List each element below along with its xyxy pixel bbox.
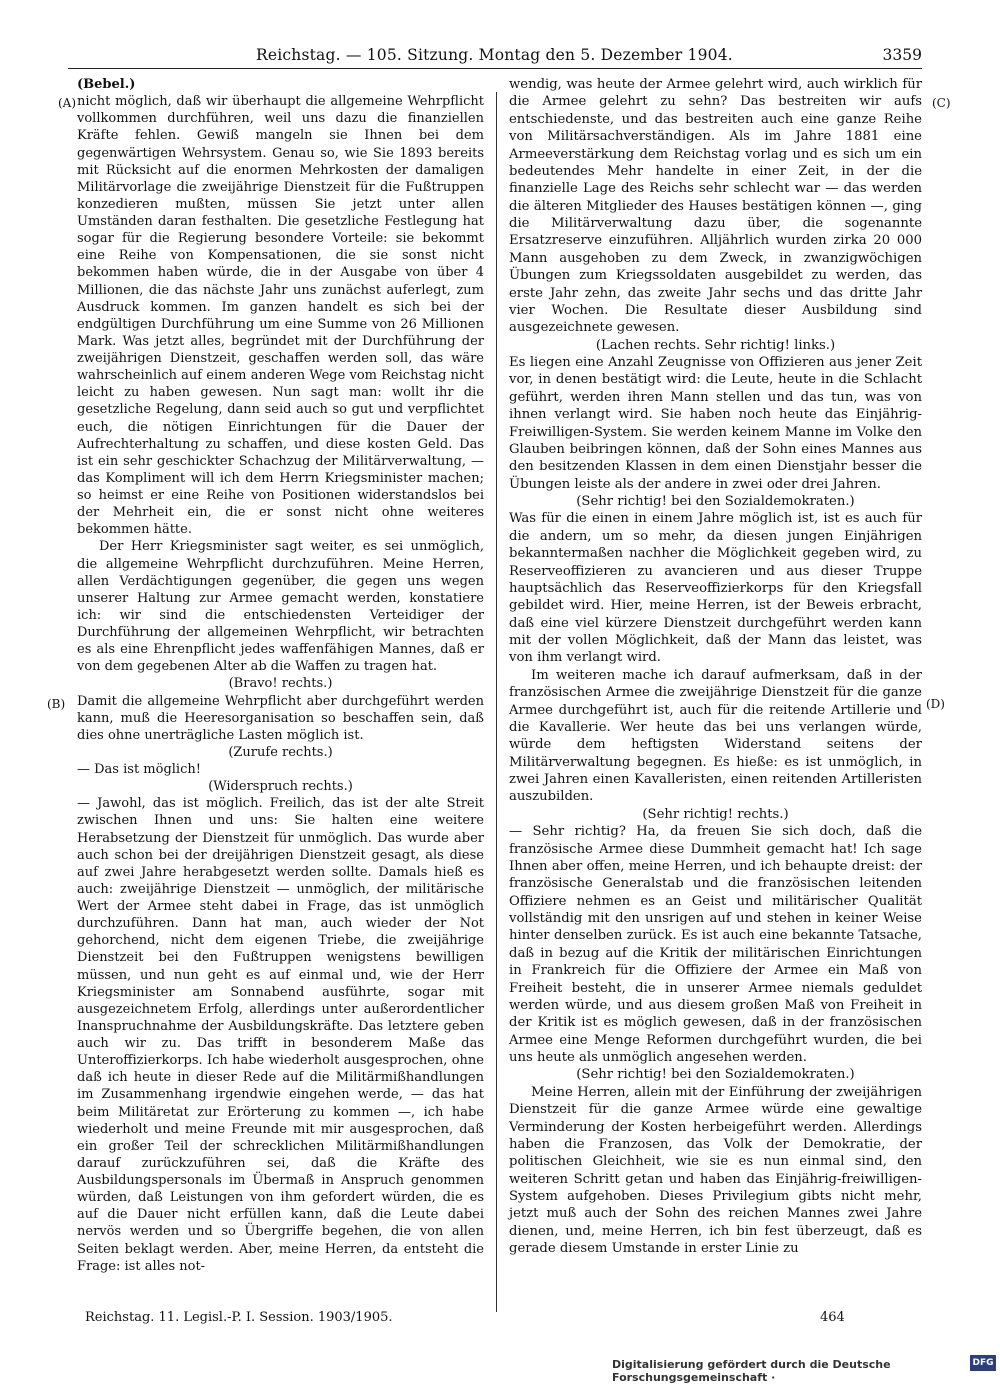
paragraph: Es liegen eine Anzahl Zeugnisse von Offizieren aus jener Zeit vor, in denen bestätigt wird: die Leute, heute in die Schlacht geführt, werden ihren Mann stellen und das tun, was von ihnen verlangt wird. Sie haben noch heute das Einjährig-Freiwilligen-System. Sie werden keinem Manne im Volke den Glauben beibringen können, daß der Sohn eines Mannes aus den besitzenden Klassen in dem einen Dienstjahr besser die Übungen leiste als der andere in zwei oder drei Jahren.: [509, 355, 922, 492]
paragraph: Meine Herren, allein mit der Einführung der zweijährigen Dienstzeit für die ganze Armee würde eine gewaltige Verminderung der Kosten herbeigeführt werden. Allerdings haben die Franzosen, das Volk der Demokratie, der politischen Gleichheit, wie sie es nun einmal sind, den weiteren Schritt getan und haben das Einjährig-freiwilligen-System aufgehoben. Dieses Privilegium gibts nicht mehr, jetzt muß auch der Sohn des reichen Mannes zwei Jahre dienen, und, meine Herren, ich bin fest überzeugt, daß es gerade diesem Umstande in erster Linie zu: [509, 1084, 922, 1257]
paragraph: — Jawohl, das ist möglich. Freilich, das ist der alte Streit zwischen Ihnen und uns: Sie halten eine weitere Herabsetzung der Dienstzeit für unmöglich. Das wurde aber auch schon bei der dreijährigen Dienstzeit gesagt, als diese auf zwei Jahre herabgesetzt werden sollte. Damals hieß es auch: zweijährige Dienstzeit — unmöglich, der militärische Wert der Armee steht dabei in Frage, das ist unmöglich durchzuführen. Dann hat man, auch wieder der Not gehorchend, nicht dem eigenen Triebe, die zweijährige Dienstzeit bei den Fußtruppen wenigstens bewilligen müssen, und nun geht es auf einmal und, wie der Herr Kriegsminister am Sonnabend ausführte, sogar mit ausgezeichnetem Erfolg, allerdings unter außerordentlicher Inanspruchnahme der Ausbildungskräfte. Das letztere geben auch wir zu. Das trifft in besonderem Maße das Unteroffizierkorps. Ich habe wiederholt ausgesprochen, ohne daß ich heute in dieser Rede auf die Militärmißhandlungen im Zusammenhang irgendwie eingehen werde, — das hat beim Militäretat zur Erörterung zu kommen —, ich habe wiederholt und meine Freunde mit mir ausgesprochen, daß ein großer Teil der schrecklichen Militärmißhandlungen darauf zurückzuführen sei, daß die Kräfte des Ausbildungspersonals im Übermaß in Anspruch genommen würden, daß Leistungen von ihm gefordert würden, die es auf die Dauer nicht erfüllen kann, daß die Leute dabei nervös werden und so Übergriffe begehen, die von allen Seiten beklagt werden. Aber, meine Herren, da entsteht die Frage: ist alles not-: [77, 796, 484, 1274]
paragraph: — Sehr richtig? Ha, da freuen Sie sich doch, daß die französische Armee diese Dummheit gemacht hat! Ich sage Ihnen aber offen, meine Herren, und ich behaupte dreist: der französische Generalstab und die französischen leitenden Offiziere nehmen es an Geist und militärischer Qualität vollständig mit den unsrigen auf und stehen in keiner Weise hinter denselben zurück. Es ist auch eine bekannte Tatsache, daß in bezug auf die Kritik der militärischen Einrichtungen in Frankreich für die Offiziere der Armee ein Maß von Freiheit besteht, die in unserer Armee niemals geduldet werden würde, und aus diesem großen Maß von Freiheit in der Kritik ist es möglich gewesen, daß in der französischen Armee eine Menge Reformen durchgeführt wurden, die bei uns heute als unmöglich angesehen werden.: [509, 824, 922, 1065]
paragraph: — Das ist möglich!: [77, 762, 201, 777]
speaker-name: (Bebel.): [77, 77, 136, 92]
footer-number: 464: [820, 1310, 845, 1325]
paragraph: Der Herr Kriegsminister sagt weiter, es sei unmöglich, die allgemeine Wehrpflicht durchzuführen. Meine Herren, allen Verdächtigungen gegenüber, die gegen uns wegen unserer Haltung zur Armee gemacht werden, konstatiere ich: wir sind die entschiedensten Verteidiger der Durchführung der allgemeinen Wehrpflicht, wir betrachten es als eine Ehrenpflicht jedes waffenfähigen Mannes, daß er von dem gegebenen Alter ab die Waffen zu tragen hat.: [77, 539, 484, 675]
right-column: [509, 76, 922, 1258]
paragraph: Was für die einen in einem Jahre möglich ist, ist es auch für die andern, um so mehr, da diesen jungen Einjährigen bekanntermaßen nachher die Möglichkeit gegeben wird, zu Reserveoffizieren zu avancieren und aus dieser Truppe hauptsächlich das Reserveoffizierkorps für den Kriegsfall gebildet wird. Hier, meine Herren, ist der Beweis erbracht, daß eine viel kürzere Dienstzeit durchgeführt werden kann mit der vollen Möglichkeit, daß der Mann das leistet, was von ihm verlangt wird.: [509, 511, 922, 666]
header-title: Reichstag. — 105. Sitzung. Montag den 5. Dezember 1904.: [256, 46, 733, 64]
interjection: (Sehr richtig! bei den Sozialdemokraten.): [576, 1067, 855, 1083]
interjection: (Lachen rechts. Sehr richtig! links.): [595, 337, 836, 353]
footer-session: Reichstag. 11. Legisl.-P. I. Session. 1903/1905.: [85, 1310, 393, 1325]
interjection: (Zurufe rechts.): [228, 744, 333, 760]
margin-marker-b: (B): [47, 697, 66, 711]
left-column: [77, 76, 484, 1275]
interjection: (Bravo! rechts.): [228, 676, 333, 692]
page-number: 3359: [882, 46, 922, 64]
interjection: (Sehr richtig! rechts.): [642, 806, 789, 822]
paragraph: Im weiteren mache ich darauf aufmerksam, daß in der französischen Armee die zweijährige Dienstzeit für die ganze Armee durchgeführt ist, auch für die reitende Artillerie und die Kavallerie. Wer heute das bei uns verlangen würde, würde dem heftigsten Widerstand seitens der Militärverwaltung begegnen. Es hieße: es ist unmöglich, in zwei Jahren einen Kavalleristen, einen reitenden Artilleristen auszubilden.: [509, 667, 922, 805]
interjection: (Sehr richtig! bei den Sozialdemokraten.): [576, 494, 855, 509]
margin-marker-c: (C): [932, 96, 951, 110]
digitization-credit: Digitalisierung gefördert durch die Deutsche Forschungsgemeinschaft ·: [612, 1358, 891, 1384]
paragraph: nicht möglich, daß wir überhaupt die allgemeine Wehrpflicht vollkommen durchführen, weil uns dazu die finanziellen Kräfte fehlen. Gewiß mangeln sie Ihnen bei dem gegenwärtigen Wehrsystem. Genau so, wie Sie 1893 bereits mit Rücksicht auf die enormen Mehrkosten der damaligen Militärvorlage die zweijährige Dienstzeit für die Fußtruppen konzedieren mußten, müssen Sie jetzt unter allen Umständen daran festhalten. Die gesetzliche Festlegung hat sogar für die Regierung besondere Vorteile: sie bekommt eine Reihe von Kompensationen, die sie sonst nicht bekommen haben würde, die in der Ausgabe von über 4 Millionen, die das nächste Jahr uns zunächst auferlegt, zum Ausdruck kommen. Im ganzen handelt es sich bei der endgültigen Durchführung um eine Summe von 26 Millionen Mark. Was jetzt alles, begründet mit der Durchführung der zweijährigen Dienstzeit, geschaffen werden soll, das wäre wahrscheinlich auf einem anderen Wege vom Reichstag nicht leicht zu haben gewesen. Nun sagt man: wollt ihr die gesetzliche Regelung, dann seid auch so gut und verpflichtet euch, die nötigen Einrichtungen für die Dauer der Aufrechterhaltung zu schaffen, und diese kosten Geld. Das ist ein sehr geschickter Schachzug der Militärverwaltung, — das Kompliment will ich dem Herrn Kriegsminister machen; so heimst er eine Reihe von Positionen widerstandslos bei der Mehrheit ein, die er sonst nicht ohne weiteres bekommen hätte.: [77, 94, 484, 538]
margin-marker-a: (A): [58, 96, 77, 110]
column-divider: [496, 92, 497, 1312]
margin-marker-d: (D): [926, 697, 945, 711]
paragraph: Damit die allgemeine Wehrpflicht aber durchgeführt werden kann, muß die Heeresorganisation so beschaffen sein, daß dies ohne unerträgliche Lasten möglich ist.: [77, 693, 484, 743]
paragraph: wendig, was heute der Armee gelehrt wird, auch wirklich für die Armee gelehrt zu sehn? Das bestreiten wir aufs entschiedenste, und das bestreiten auch eine ganze Reihe von Militärsachverständigen. Als im Jahre 1881 eine Armeeverstärkung dem Reichstag vorlag und es sich um ein bedeutendes Mehr handelte in einer Zeit, in der die finanzielle Lage des Reichs sehr schlecht war — das werden die älteren Mitglieder des Hauses bestätigen können —, ging die Militärverwaltung dazu über, die sogenannte Ersatzreserve einzuführen. Alljährlich wurden zirka 20 000 Mann ausgehoben zu dem Zweck, in zwanzigwöchigen Übungen zum Kriegssoldaten ausgebildet zu werden, das erste Jahr zehn, das zweite Jahr sechs und das dritte Jahr vier Wochen. Die Resultate dieser Ausbildung sind ausgezeichnete gewesen.: [509, 77, 922, 336]
dfg-logo: DFG: [970, 1355, 996, 1371]
interjection: (Widerspruch rechts.): [208, 779, 353, 795]
header-rule: [68, 68, 922, 69]
page-header: [68, 46, 922, 68]
